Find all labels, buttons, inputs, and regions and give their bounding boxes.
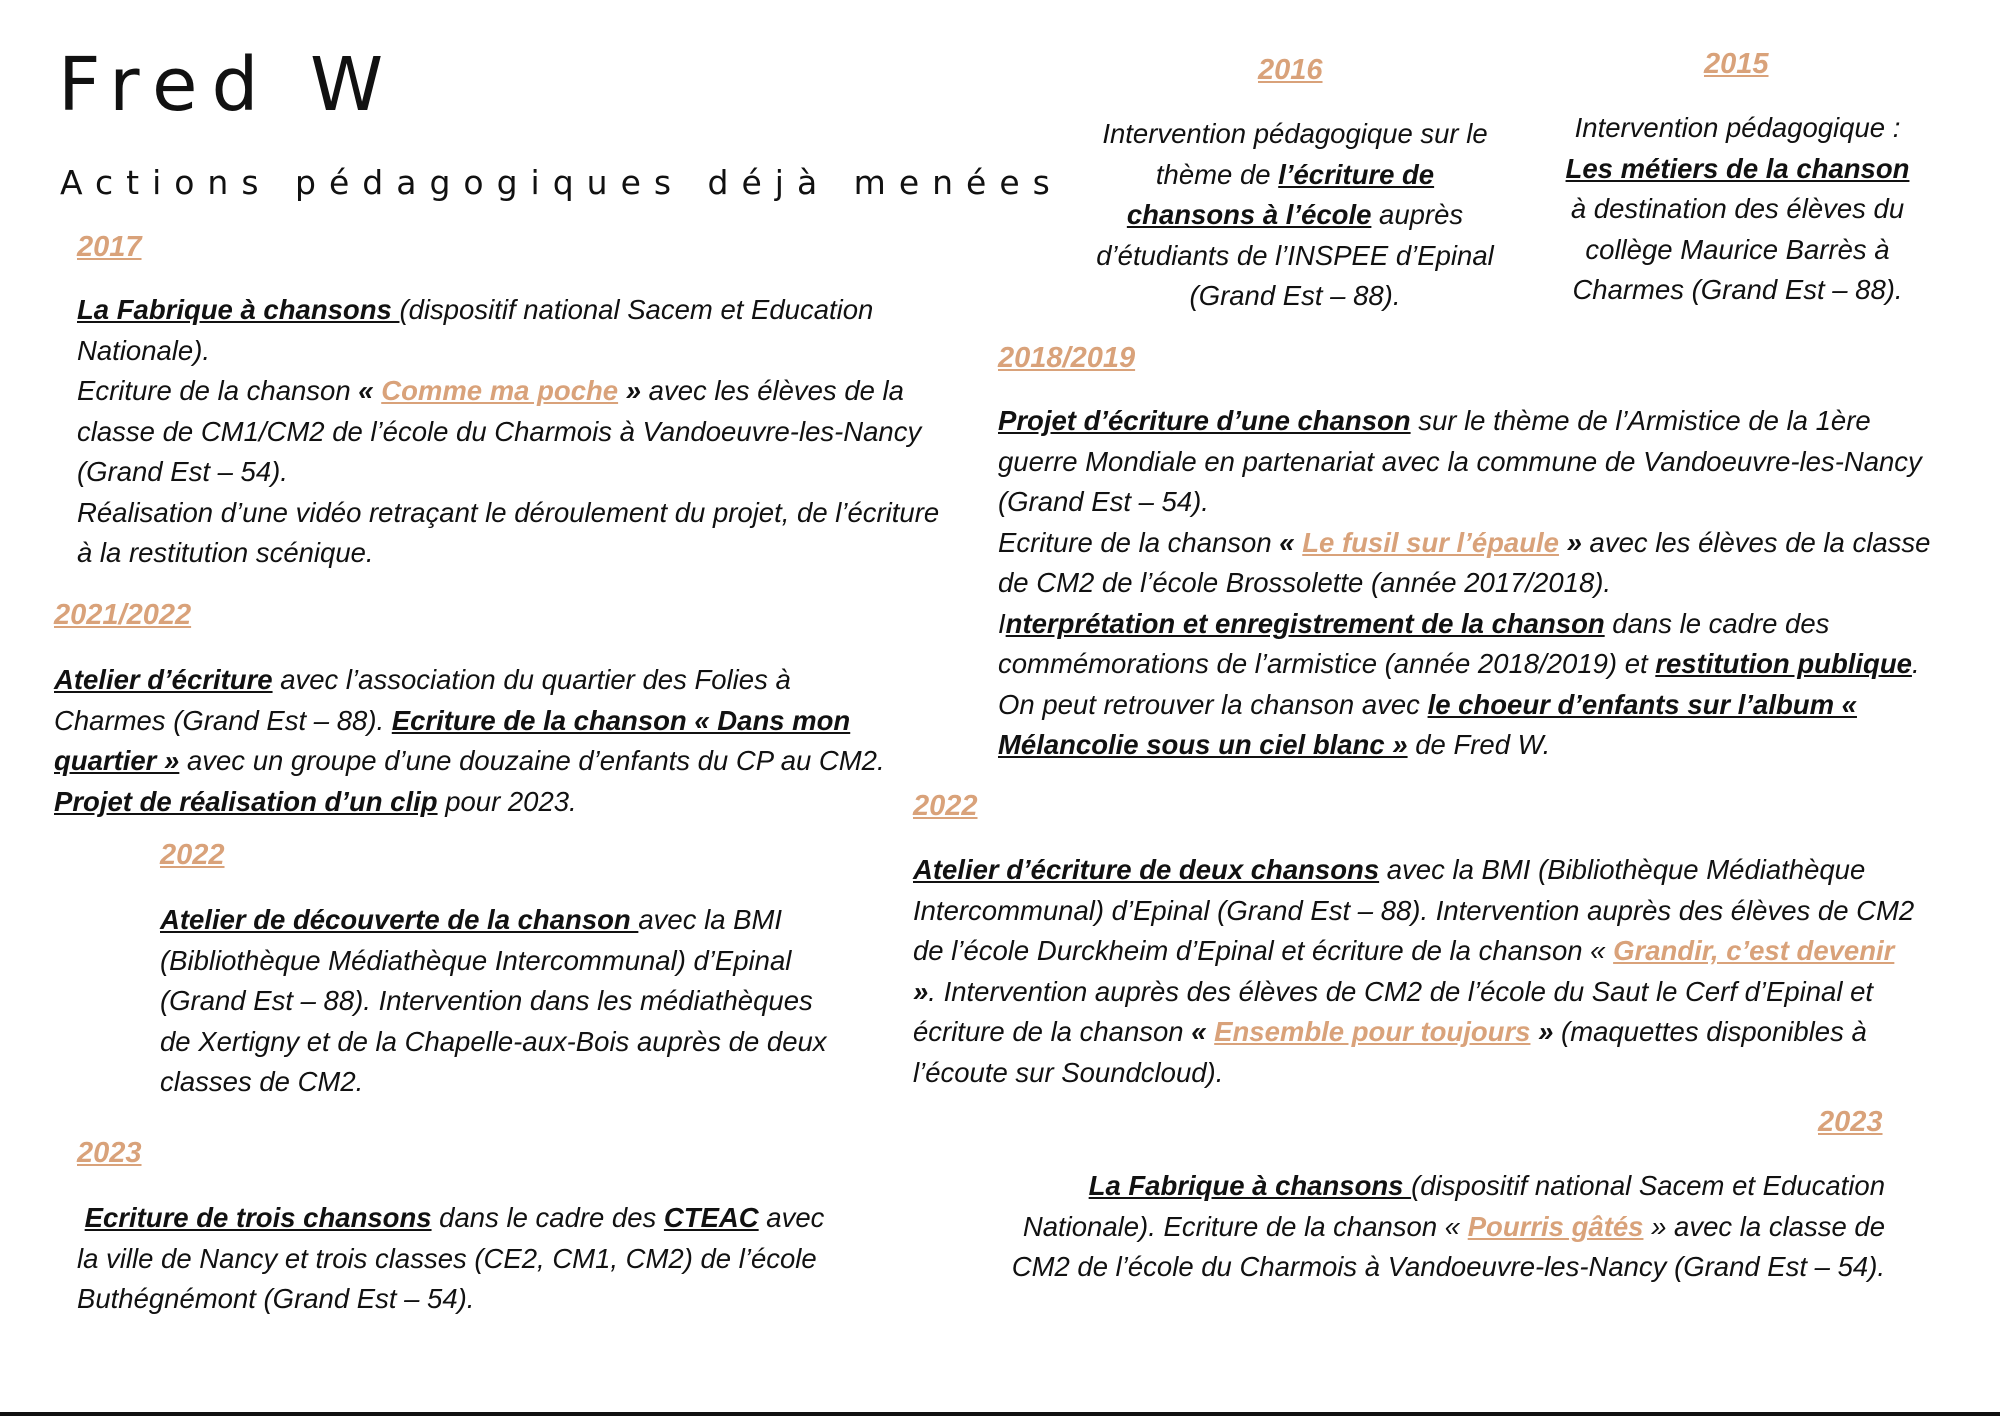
quote-open: « [358,375,382,406]
text: (dispositif national Sacem et Education Nationale). Ecriture de la chanson « [1022,1170,1885,1242]
text: avec l’association du quartier des Folies à Charmes (Grand Est – 88). [54,664,791,736]
song-link-ensemble-pour-toujours[interactable]: Ensemble pour toujours [1214,1016,1531,1047]
bottom-border [0,1412,2000,1416]
text: à destination des élèves du collège Maurice Barrès à Charmes (Grand Est – 88). [1570,193,1905,305]
text: dans le cadre des commémorations de l’armistice (année 2018/2019) et [998,607,1830,679]
text: avec les élèves de la classe de CM1/CM2 de l’école du Charmois à Vandoeuvre-les-Nancy (Grand Est – 54). [77,375,922,487]
project-title: Projet de réalisation d’un clip [54,785,438,817]
year-2016: 2016 [1258,54,1323,86]
project-title: l’écriture de chansons à l’école [1126,158,1435,230]
project-title: Ecriture de trois chansons [84,1202,432,1233]
year-2023-right: 2023 [1818,1106,1883,1138]
year-2018-2019: 2018/2019 [998,342,1136,374]
text: avec la ville de Nancy et trois classes (CE2, CM1, CM2) de l’école Buthégnémont (Grand Est – 54). [77,1202,825,1314]
text: Réalisation d’une vidéo retraçant le déroulement du projet, de l’écriture à la restitution scénique. [77,496,940,568]
section-2022-left [160,900,840,1103]
text: dans le cadre des [431,1202,664,1233]
section-2023-right [990,1166,1885,1288]
project-title: restitution publique [1655,648,1912,679]
project-title: nterprétation et enregistrement de la chanson [1005,607,1605,639]
section-2021-2022 [54,660,894,822]
quote-close: » [1558,526,1582,558]
text: sur le thème de l’Armistice de la 1ère guerre Mondiale en partenariat avec la commune de Vandoeuvre-les-Nancy (Grand Est – 54). [998,405,1922,517]
text: Ecriture de la chanson [77,375,359,406]
section-2018-2019 [998,401,1948,766]
quote-open: « [1191,1016,1215,1047]
text: auprès d’étudiants de l’INSPEE d’Epinal (Grand Est – 88). [1096,199,1494,311]
text: I [998,607,1006,639]
text: » avec la classe de CM2 de l’école du Charmois à Vandoeuvre-les-Nancy (Grand Est – 54). [1011,1210,1885,1282]
text: Intervention pédagogique : [1574,112,1901,143]
quote-open: « [1279,526,1303,558]
text: . On peut retrouver la chanson avec [998,648,1920,720]
project-title: Atelier d’écriture de deux chansons [913,854,1380,885]
project-title: CTEAC [663,1202,759,1233]
text: avec les élèves de la classe de CM2 de l’école Brossolette (année 2017/2018). [998,526,1931,598]
quote-close: » [1530,1016,1554,1047]
text: de Fred W. [1407,729,1551,760]
text: avec la BMI (Bibliothèque Médiathèque Intercommunal) d’Epinal (Grand Est – 88). Intervention auprès des élèves de CM2 de l’école Durckheim d’Epinal et écriture de la chanson « [913,854,1915,966]
project-title: Ecriture de la chanson « Dans mon quartier » [54,704,851,776]
project-title: Atelier d’écriture [54,664,273,695]
project-title: Atelier de découverte de la chanson [160,904,639,935]
year-2017-left: 2017 [77,231,142,263]
page-subtitle: Actions pédagogiques déjà menées [60,163,1063,202]
section-2022-right [913,850,1923,1093]
song-link-le-fusil-sur-l-epaule[interactable]: Le fusil sur l’épaule [1302,526,1559,558]
year-2022-right: 2022 [913,790,978,822]
project-title: Projet d’écriture d’une chanson [998,405,1411,436]
text: avec la BMI (Bibliothèque Médiathèque Intercommunal) d’Epinal (Grand Est – 88). Intervention dans les médiathèques de Xertigny et de la Chapelle-aux-Bois auprès de deux classes de CM2. [160,904,827,1097]
text: pour 2023. [437,785,577,817]
section-2017 [77,290,947,574]
text: (maquettes disponibles à l’écoute sur Soundcloud). [913,1016,1867,1088]
year-2022-left: 2022 [160,839,225,871]
album-title: le choeur d’enfants sur l’album « Mélancolie sous un ciel blanc » [998,688,1857,760]
project-title: La Fabrique à chansons [77,294,400,325]
text: Ecriture de la chanson [998,526,1280,558]
page-title: Fred W [58,42,398,128]
song-link-comme-ma-poche[interactable]: Comme ma poche [381,375,619,406]
text: avec un groupe d’une douzaine d’enfants du CP au CM2. [179,745,885,776]
text: . Intervention auprès des élèves de CM2 de l’école du Saut le Cerf d’Epinal et écriture de la chanson [913,975,1874,1047]
project-title: Les métiers de la chanson [1565,152,1910,184]
text: Intervention pédagogique sur le thème de [1102,118,1488,190]
song-link-pourris-gates[interactable]: Pourris gâtés [1467,1210,1644,1242]
quote-close: » [618,375,642,406]
year-2023-left: 2023 [77,1137,142,1169]
year-2021-2022: 2021/2022 [54,599,192,631]
section-2023-left [77,1198,837,1320]
text: (dispositif national Sacem et Education Nationale). [77,294,874,366]
quote-close: » [913,975,929,1007]
project-title: La Fabrique à chansons [1088,1170,1412,1201]
section-2016 [1090,114,1500,317]
song-link-grandir-c-est-devenir[interactable]: Grandir, c’est devenir [1613,935,1895,966]
section-2015 [1540,108,1935,311]
year-2015: 2015 [1704,48,1769,80]
